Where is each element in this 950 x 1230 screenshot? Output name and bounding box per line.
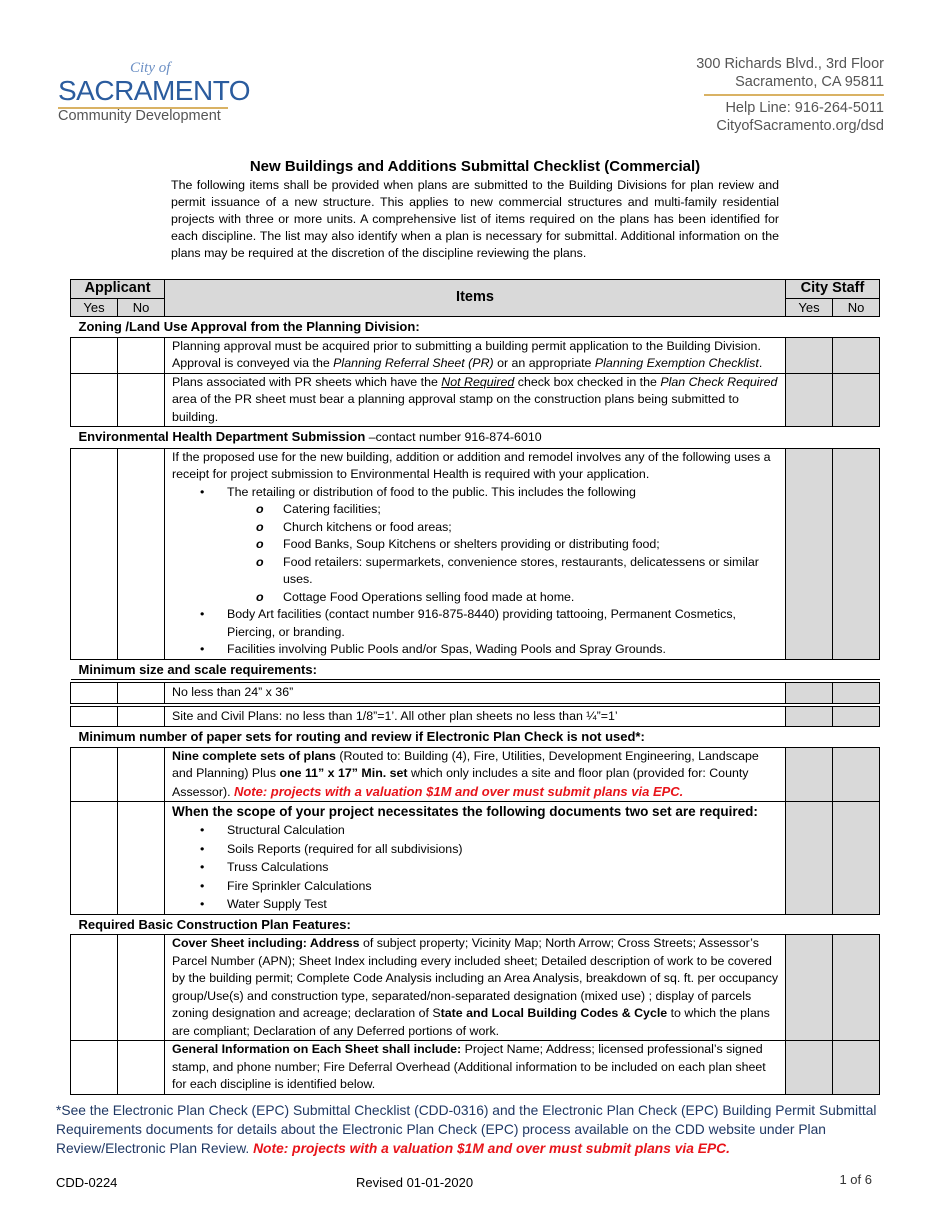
applicant-yes-checkbox[interactable] <box>71 802 118 915</box>
list-item: o Cottage Food Operations selling food made at home. <box>253 589 779 607</box>
item-text: Nine complete sets of plans (Routed to: Building (4), Fire, Utilities, Development Engineering, Landscape and Planning) Plus one 11” x 17” Min. set which only includes a site and floor plan (provided for: County Assessor). Note: projects with a valuation $1M and over must submit plans via EPC. <box>165 747 786 802</box>
applicant-no-checkbox[interactable] <box>118 373 165 427</box>
logo-department: Community Development <box>58 108 221 124</box>
staff-no-checkbox[interactable] <box>833 1041 880 1095</box>
items-header: Items <box>165 280 786 317</box>
applicant-no-header: No <box>118 298 165 317</box>
page-number: 1 of 6 <box>839 1172 872 1187</box>
list-item: • Body Art facilities (contact number 916-875-8440) providing tattooing, Permanent Cosmetics, Piercing, or branding. <box>200 606 779 641</box>
address-line-2: Sacramento, CA 95811 <box>735 74 884 90</box>
address-block <box>696 55 884 91</box>
epc-note: Note: projects with a valuation $1M and over must submit plans via EPC. <box>233 783 684 799</box>
staff-no-header: No <box>833 298 880 317</box>
table-row <box>71 373 880 427</box>
table-row <box>71 683 880 704</box>
applicant-yes-header: Yes <box>71 298 118 317</box>
item-text: Planning approval must be acquired prior to submitting a building permit application to the Building Division. Approval is conveyed via the Planning Referral Sheet (PR) or an appropriate Planning Exemption Checklist. <box>165 337 786 373</box>
footnote-note: Note: projects with a valuation $1M and over must submit plans via EPC. <box>253 1141 730 1156</box>
logo-city-name: SACRAMENTO <box>58 75 251 106</box>
staff-no-checkbox[interactable] <box>833 683 880 704</box>
staff-yes-checkbox[interactable] <box>786 747 833 802</box>
list-item: • The retailing or distribution of food to the public. This includes the following o Catering facilities; o Church kitchens or food areas; o Food Banks, Soup Kitchens or shelters providing or distributing food; o Food retailers: supermarkets, convenience stores, restaurants, delicatessens or similar uses. o Cottage Food Operations selling food made at home. <box>200 484 779 607</box>
applicant-yes-checkbox[interactable] <box>71 1041 118 1095</box>
staff-yes-checkbox[interactable] <box>786 1041 833 1095</box>
table-row <box>71 802 880 915</box>
applicant-no-checkbox[interactable] <box>118 337 165 373</box>
city-staff-header: City Staff <box>786 280 880 299</box>
website: CityofSacramento.org/dsd <box>716 118 884 134</box>
table-row <box>71 747 880 802</box>
staff-no-checkbox[interactable] <box>833 337 880 373</box>
section-size-title: Minimum size and scale requirements: <box>71 659 880 680</box>
section-zoning-title: Zoning /Land Use Approval from the Planning Division: <box>71 317 880 338</box>
list-item: o Catering facilities; <box>253 501 779 519</box>
list-item: • Soils Reports (required for all subdivisions) <box>200 840 779 859</box>
env-contact: –contact number 916-874-6010 <box>365 430 542 444</box>
staff-no-checkbox[interactable] <box>833 706 880 727</box>
item-text: When the scope of your project necessitates the following documents two set are required: • Structural Calculation • Soils Reports (required for all subdivisions) • Truss Calculations • Fire Sprinkler Calculations • Water Supply Test <box>165 802 786 915</box>
staff-yes-checkbox[interactable] <box>786 683 833 704</box>
applicant-no-checkbox[interactable] <box>118 706 165 727</box>
applicant-no-checkbox[interactable] <box>118 802 165 915</box>
section-features-title: Required Basic Construction Plan Features: <box>71 914 880 935</box>
item-text: No less than 24” x 36” <box>165 683 786 704</box>
staff-no-checkbox[interactable] <box>833 448 880 659</box>
revised-date: Revised 01-01-2020 <box>356 1175 474 1190</box>
staff-no-checkbox[interactable] <box>833 802 880 915</box>
applicant-no-checkbox[interactable] <box>118 747 165 802</box>
item-text: General Information on Each Sheet shall include: Project Name; Address; licensed professional’s signed stamp, and phone number; Fire Deferral Overhead (Additional information to be included on each plan sheet for each discipline is identified below. <box>165 1041 786 1095</box>
applicant-no-checkbox[interactable] <box>118 935 165 1041</box>
list-item: o Church kitchens or food areas; <box>253 519 779 537</box>
help-block <box>716 99 884 135</box>
list-item: • Fire Sprinkler Calculations <box>200 877 779 896</box>
staff-yes-checkbox[interactable] <box>786 448 833 659</box>
logo-city-of: City of <box>130 60 171 76</box>
list-item: • Truss Calculations <box>200 858 779 877</box>
table-row <box>71 337 880 373</box>
section-sets-title: Minimum number of paper sets for routing and review if Electronic Plan Check is not used*: <box>71 727 880 748</box>
applicant-yes-checkbox[interactable] <box>71 337 118 373</box>
applicant-yes-checkbox[interactable] <box>71 747 118 802</box>
intro-paragraph: The following items shall be provided when plans are submitted to the Building Divisions for plan review and permit issuance of a new structure. This applies to new commercial structures and multi-family residential projects with three or more units. A comprehensive list of items required on the plans has been identified for each discipline. The list may also identify when a plan is necessary for submittal. Additional information on the plans may be required at the discretion of the discipline reviewing the plans. <box>171 178 779 260</box>
table-row <box>71 1041 880 1095</box>
list-item: o Food Banks, Soup Kitchens or shelters providing or distributing food; <box>253 536 779 554</box>
list-item: • Facilities involving Public Pools and/or Spas, Wading Pools and Spray Grounds. <box>200 641 779 659</box>
staff-no-checkbox[interactable] <box>833 373 880 427</box>
applicant-yes-checkbox[interactable] <box>71 935 118 1041</box>
staff-yes-checkbox[interactable] <box>786 706 833 727</box>
applicant-yes-checkbox[interactable] <box>71 448 118 659</box>
item-text: Cover Sheet including: Address of subject property; Vicinity Map; North Arrow; Cross Streets; Assessor’s Parcel Number (APN); Sheet Index including every included sheet; Detailed description of work to be covered by the building permit; Complete Code Analysis including an Area Analysis, breakdown of sq. ft. per occupancy group/Use(s) and construction type, separated/non-separated designation (mixed use) ; display of parcels zoning designation and acreage; declaration of State and Local Building Codes & Cycle to which the plans are compliant; Declaration of any Deferred portions of work. <box>165 935 786 1041</box>
staff-no-checkbox[interactable] <box>833 747 880 802</box>
table-row <box>71 448 880 659</box>
list-item: • Structural Calculation <box>200 821 779 840</box>
staff-no-checkbox[interactable] <box>833 935 880 1041</box>
address-line-1: 300 Richards Blvd., 3rd Floor <box>696 56 884 72</box>
item-text: If the proposed use for the new building, addition or addition and remodel involves any of the following uses a receipt for project submission to Environmental Health is required with your application. • The retailing or distribution of food to the public. This includes the following o Catering facilities; o Church kitchens or food areas; o Food Banks, Soup Kitchens or shelters providing or distributing food; o Food retailers: supermarkets, convenience stores, restaurants, delicatessens or similar uses. o Cottage Food Operations selling food made at home. • Body Art facilities (contact number 916-875-8440) providing tattooing, Permanent Cosmetics, Piercing, or branding. • Facilities involving Public Pools and/or Spas, Wading Pools and Spray Grounds. <box>165 448 786 659</box>
form-number: CDD-0224 <box>56 1175 118 1190</box>
table-row <box>71 706 880 727</box>
applicant-yes-checkbox[interactable] <box>71 706 118 727</box>
list-item: • Water Supply Test <box>200 895 779 914</box>
staff-yes-checkbox[interactable] <box>786 337 833 373</box>
checklist-table <box>70 279 880 1095</box>
staff-yes-checkbox[interactable] <box>786 373 833 427</box>
table-row <box>71 935 880 1041</box>
help-line: Help Line: 916-264-5011 <box>725 100 884 116</box>
applicant-no-checkbox[interactable] <box>118 683 165 704</box>
address-rule <box>704 94 884 96</box>
staff-yes-checkbox[interactable] <box>786 935 833 1041</box>
staff-yes-header: Yes <box>786 298 833 317</box>
applicant-no-checkbox[interactable] <box>118 1041 165 1095</box>
footnote: *See the Electronic Plan Check (EPC) Submittal Checklist (CDD-0316) and the Electronic Plan Check (EPC) Building Permit Submittal Requirements documents for details about the Electronic Plan Check (EPC) process available on the CDD website under Plan Review/Electronic Plan Review. Note: projects with a valuation $1M and over must submit plans via EPC. <box>56 1103 877 1156</box>
section-env-title: Environmental Health Department Submission –contact number 916-874-6010 <box>71 427 880 449</box>
page-title: New Buildings and Additions Submittal Checklist (Commercial) <box>249 158 701 175</box>
applicant-yes-checkbox[interactable] <box>71 373 118 427</box>
list-item: o Food retailers: supermarkets, convenience stores, restaurants, delicatessens or similar uses. <box>253 554 779 589</box>
staff-yes-checkbox[interactable] <box>786 802 833 915</box>
applicant-no-checkbox[interactable] <box>118 448 165 659</box>
applicant-header: Applicant <box>71 280 165 299</box>
item-text: Plans associated with PR sheets which have the Not Required check box checked in the Plan Check Required area of the PR sheet must bear a planning approval stamp on the construction plans being submitted to building. <box>165 373 786 427</box>
item-text: Site and Civil Plans: no less than 1/8”=1’. All other plan sheets no less than ¼”=1’ <box>165 706 786 727</box>
applicant-yes-checkbox[interactable] <box>71 683 118 704</box>
